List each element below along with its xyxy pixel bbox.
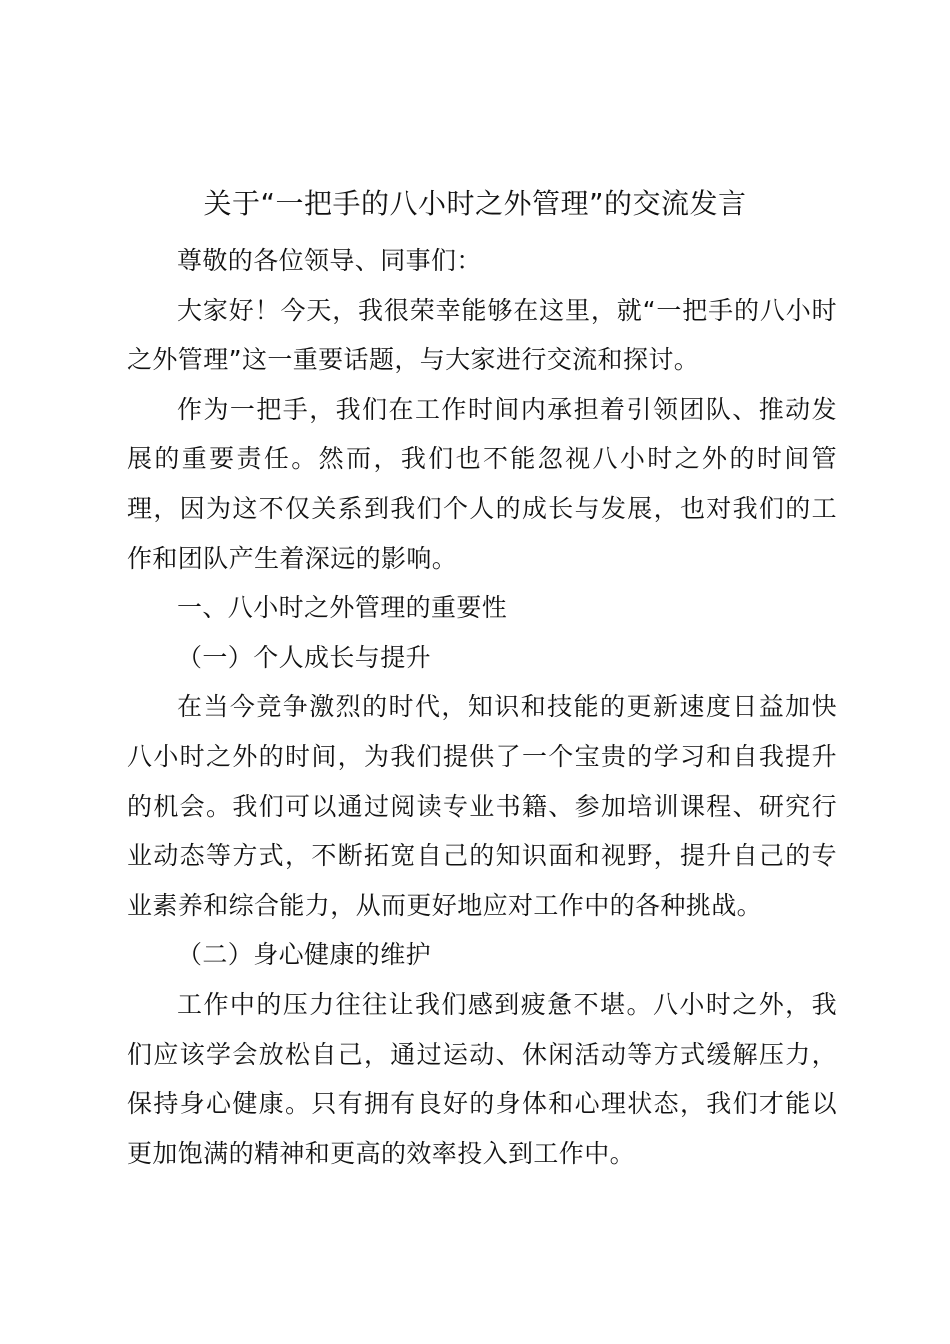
document-body (127, 236, 837, 1178)
paragraph-intro: 作为一把手，我们在工作时间内承担着引领团队、推动发展的重要责任。然而，我们也不能忽视八小时之外的时间管理，因为这不仅关系到我们个人的成长与发展，也对我们的工作和团队产生着深远的影响。 (127, 394, 837, 573)
subsection-heading-growth: （一）个人成长与提升 (177, 642, 432, 672)
paragraph-growth: 在当今竞争激烈的时代，知识和技能的更新速度日益加快八小时之外的时间，为我们提供了一个宝贵的学习和自我提升的机会。我们可以通过阅读专业书籍、参加培训课程、研究行业动态等方式，不断拓宽自己的知识面和视野，提升自己的专业素养和综合能力，从而更好地应对工作中的各种挑战。 (127, 692, 837, 920)
paragraph-greeting: 大家好！今天，我很荣幸能够在这里，就“一把手的八小时之外管理”这一重要话题，与大家进行交流和探讨。 (127, 295, 837, 375)
subsection-heading-health: （二）身心健康的维护 (177, 940, 432, 970)
salutation: 尊敬的各位领导、同事们： (177, 246, 482, 275)
document-title: 关于“一把手的八小时之外管理”的交流发言 (203, 187, 747, 220)
section-heading-importance: 一、八小时之外管理的重要性 (177, 593, 508, 623)
paragraph-health: 工作中的压力往往让我们感到疲惫不堪。八小时之外，我们应该学会放松自己，通过运动、休闲活动等方式缓解压力，保持身心健康。只有拥有良好的身体和心理状态，我们才能以更加饱满的精神和更高的效率投入到工作中。 (127, 989, 837, 1168)
